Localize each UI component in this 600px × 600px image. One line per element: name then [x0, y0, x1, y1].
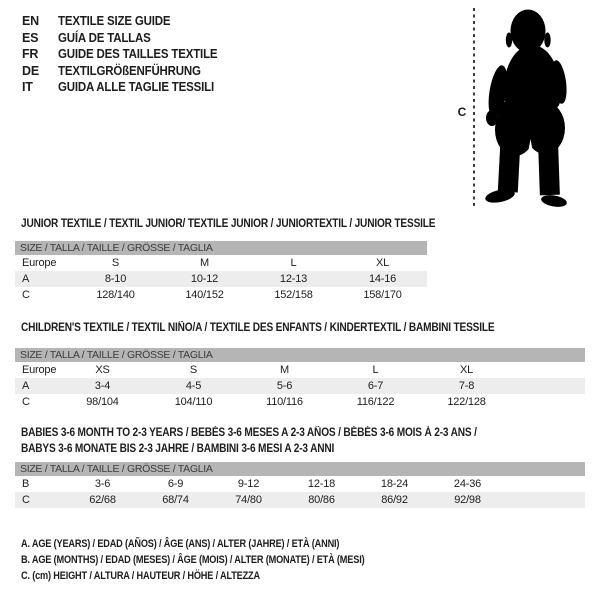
legend: [21, 536, 425, 584]
row-label: C: [22, 396, 30, 408]
size-cell: 122/128: [447, 396, 486, 408]
size-cell: 62/68: [66, 492, 139, 508]
size-cell: 8-10: [71, 271, 160, 287]
size-cell: 104/110: [174, 396, 213, 408]
babies-size-table: [15, 462, 585, 508]
language-code: IT: [22, 80, 33, 94]
language-list: [22, 13, 231, 96]
size-cell: XS: [95, 364, 110, 376]
guide-title: GUÍA DE TALLAS: [58, 30, 151, 45]
table-row: [15, 476, 585, 492]
baby-silhouette-icon: [481, 7, 573, 209]
table-header-bar: [15, 462, 585, 476]
section-title-junior: JUNIOR TEXTILE / TEXTIL JUNIOR/ TEXTILE JUNIOR / JUNIORTEXTIL / JUNIOR TESSILE: [21, 218, 436, 230]
size-cell: 116/122: [356, 396, 395, 408]
language-row: [22, 79, 231, 96]
size-cell: 14-16: [338, 271, 427, 287]
size-cell: 86/92: [358, 492, 431, 508]
size-cell: 5-6: [239, 378, 330, 394]
size-cell: 18-24: [380, 478, 409, 490]
size-cell: 68/74: [139, 492, 212, 508]
size-cell: M: [280, 364, 289, 376]
guide-title: TEXTILE SIZE GUIDE: [58, 14, 171, 28]
spacer-cell: [504, 476, 585, 492]
height-measure-label: C: [457, 105, 467, 119]
spacer-cell: [512, 378, 585, 394]
row-label: C: [15, 492, 66, 508]
row-label: Europe: [22, 364, 57, 376]
language-row: [22, 63, 231, 80]
language-row: [22, 13, 231, 30]
size-cell: 10-12: [160, 271, 249, 287]
table-row: [15, 378, 585, 394]
size-cell: 9-12: [237, 478, 260, 490]
size-cell: 6-7: [330, 378, 421, 394]
spacer-cell: [504, 492, 585, 508]
size-cell: 4-5: [148, 378, 239, 394]
table-row: [15, 394, 585, 410]
table-row: [15, 492, 585, 508]
size-cell: L: [372, 364, 379, 376]
section-title-babies-line1: BABIES 3-6 MONTH TO 2-3 YEARS / BEBÉS 3-6 MESES A 2-3 AÑOS / BÉBÉS 3-6 MOIS À 2-3 ANS /: [21, 427, 477, 439]
size-cell: M: [200, 257, 209, 269]
row-label: B: [22, 478, 30, 490]
junior-size-table: [15, 241, 427, 303]
size-cell: 92/98: [431, 492, 504, 508]
row-label: Europe: [22, 257, 57, 269]
table-header-bar: [15, 348, 585, 362]
row-label: A: [15, 378, 57, 394]
size-cell: 12-13: [249, 271, 338, 287]
language-code: EN: [22, 14, 39, 28]
legend-line-height: C. (cm) HEIGHT / ALTURA / HAUTEUR / HÖHE / ALTEZZA: [21, 570, 260, 582]
size-cell: L: [290, 257, 297, 269]
size-cell: 80/86: [285, 492, 358, 508]
size-cell: 128/140: [96, 289, 135, 301]
size-cell: 24-36: [453, 478, 482, 490]
table-header-bar: [15, 241, 427, 255]
spacer-cell: [512, 362, 585, 378]
guide-title: GUIDA ALLE TAGLIE TESSILI: [58, 80, 214, 94]
size-cell: XL: [459, 364, 474, 376]
language-row: [22, 30, 231, 47]
language-code: DE: [22, 63, 39, 78]
row-label: A: [15, 271, 71, 287]
size-cell: 12-18: [307, 478, 336, 490]
size-cell: 7-8: [421, 378, 512, 394]
guide-title: TEXTILGRÖßENFÜHRUNG: [58, 63, 201, 78]
table-header-label: SIZE / TALLA / TAILLE / GRÖSSE / TAGLIA: [15, 241, 427, 255]
language-row: [22, 46, 231, 63]
size-cell: 158/170: [363, 289, 402, 301]
language-code: FR: [22, 47, 39, 61]
language-code: ES: [22, 30, 39, 45]
table-row: [15, 287, 427, 303]
legend-line-age-years: A. AGE (YEARS) / EDAD (AÑOS) / ÂGE (ANS) / ALTER (JAHRE) / ETÀ (ANNI): [21, 538, 340, 550]
size-cell: 152/158: [274, 289, 313, 301]
section-title-babies-line2: BABYS 3-6 MONATE BIS 2-3 JAHRE / BAMBINI 3-6 MESI A 2-3 ANNI: [21, 443, 335, 455]
height-measure-dotted-line: [473, 8, 475, 206]
size-cell: 74/80: [212, 492, 285, 508]
spacer-cell: [512, 394, 585, 410]
table-row: [15, 255, 427, 271]
size-cell: 6-9: [167, 478, 184, 490]
size-cell: S: [111, 257, 120, 269]
guide-title: GUIDE DES TAILLES TEXTILE: [58, 47, 218, 61]
table-header-label: SIZE / TALLA / TAILLE / GRÖSSE / TAGLIA: [15, 462, 585, 476]
legend-line-age-months: B. AGE (MONTHS) / EDAD (MESES) / ÂGE (MOIS) / ALTER (MONATE) / ETÀ (MESI): [21, 554, 365, 566]
size-cell: 3-6: [94, 478, 111, 490]
table-row: [15, 271, 427, 287]
children-size-table: [15, 348, 585, 410]
table-header-label: SIZE / TALLA / TAILLE / GRÖSSE / TAGLIA: [15, 348, 585, 362]
size-cell: 110/116: [266, 396, 303, 408]
size-cell: 98/104: [86, 396, 119, 408]
size-cell: 3-4: [57, 378, 148, 394]
size-cell: S: [189, 364, 198, 376]
table-row: [15, 362, 585, 378]
section-title-children: CHILDREN'S TEXTILE / TEXTIL NIÑO/A / TEXTILE DES ENFANTS / KINDERTEXTIL / BAMBINI TESSILE: [21, 322, 495, 334]
size-cell: XL: [376, 257, 390, 269]
size-cell: 140/152: [185, 289, 224, 301]
row-label: C: [22, 289, 30, 301]
